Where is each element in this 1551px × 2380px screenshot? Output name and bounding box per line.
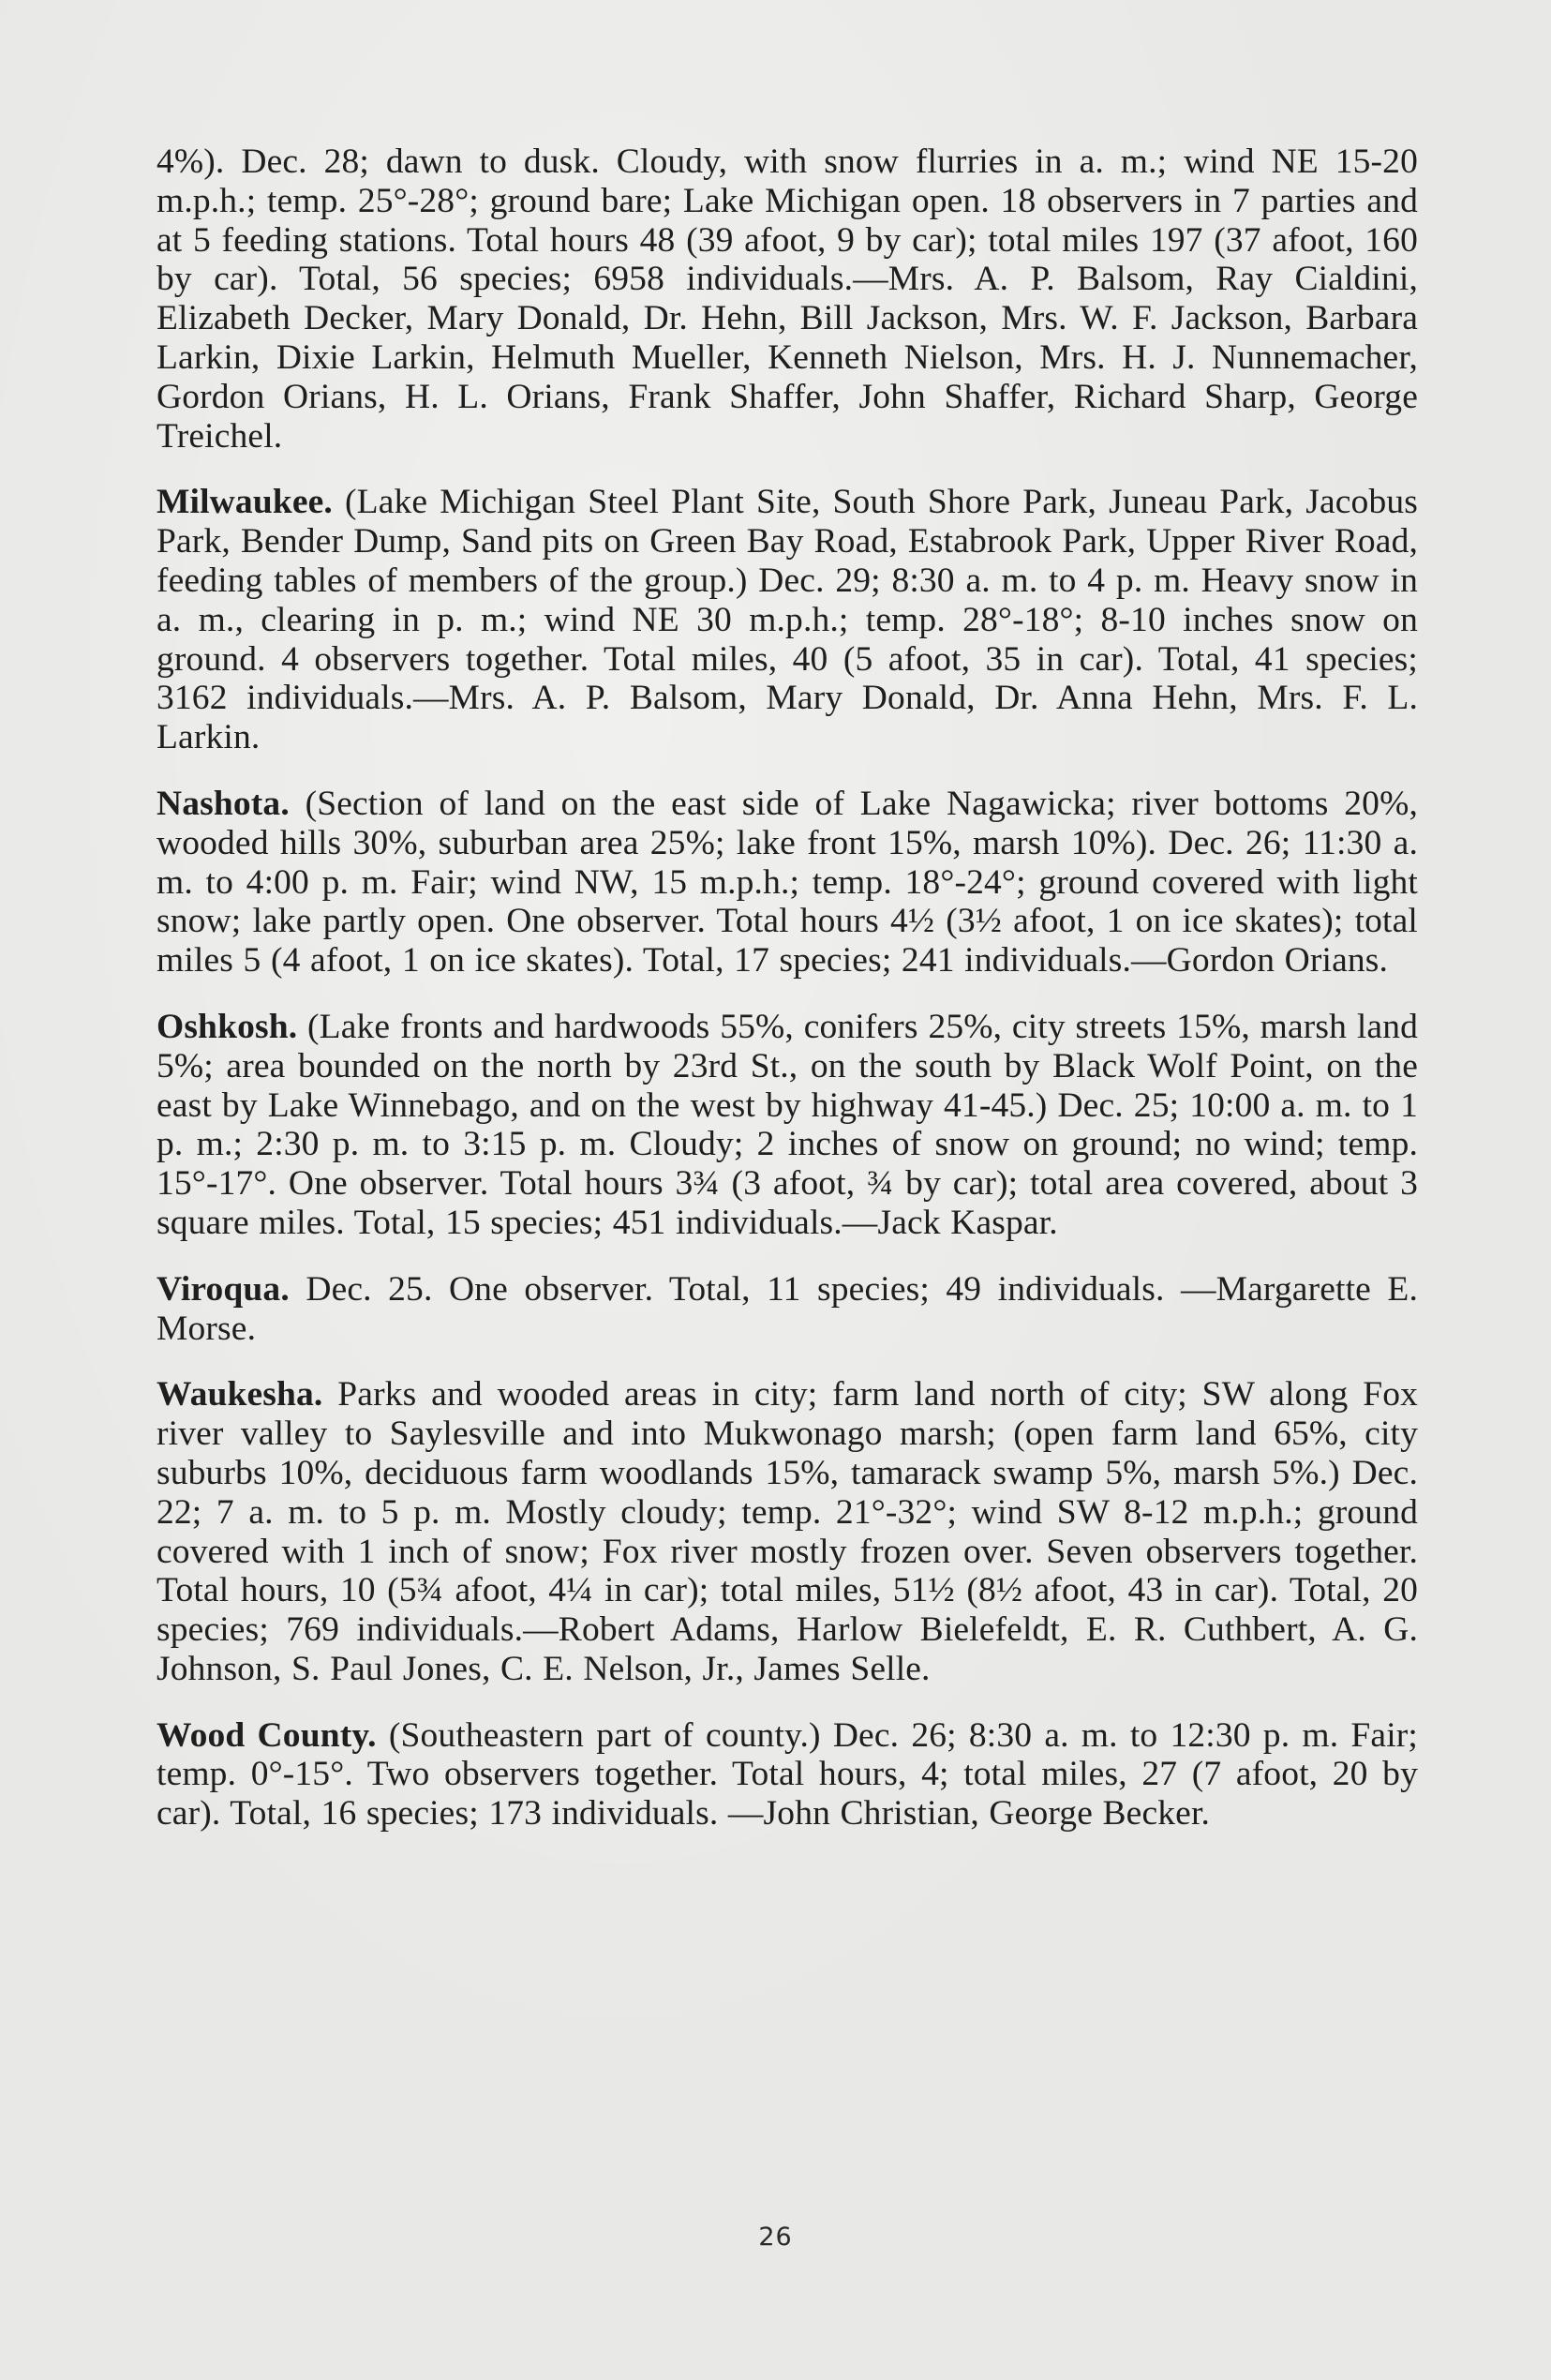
place-name: Milwaukee. xyxy=(157,483,333,522)
place-name: Wood County. xyxy=(157,1715,377,1755)
place-name: Nashota. xyxy=(157,784,290,823)
paragraph-body: Parks and wooded areas in city; farm land north of city; SW along Fox river valley to Saylesville and into Mukwonago marsh; (open farm land 65%, city suburbs 10%, deciduous farm woodlands 15%, tamarack swamp 5%, marsh 5%.) Dec. 22; 7 a. m. to 5 p. m. Mostly cloudy; temp. 21°-32°; wind SW 8-12 m.p.h.; ground covered with 1 inch of snow; Fox river mostly frozen over. Seven observers together. Total hours, 10 (5¾ afoot, 4¼ in car); total miles, 51½ (8½ afoot, 43 in car). Total, 20 species; 769 individuals.—Robert Adams, Harlow Bielefeldt, E. R. Cuthbert, A. G. Johnson, S. Paul Jones, C. E. Nelson, Jr., James Selle. xyxy=(157,1375,1418,1688)
place-name: Viroqua. xyxy=(157,1269,290,1309)
text-column xyxy=(157,142,1418,1861)
paragraph-body: (Lake fronts and hardwoods 55%, conifers 25%, city streets 15%, marsh land 5%; area bounded on the north by 23rd St., on the south by Black Wolf Point, on the east by Lake Winnebago, and on the west by highway 41-45.) Dec. 25; 10:00 a. m. to 1 p. m.; 2:30 p. m. to 3:15 p. m. Cloudy; 2 inches of snow on ground; no wind; temp. 15°-17°. One observer. Total hours 3¾ (3 afoot, ¾ by car); total area covered, about 3 square miles. Total, 15 species; 451 individuals.—Jack Kaspar. xyxy=(157,1007,1418,1242)
paragraph-nashota xyxy=(157,785,1418,980)
place-name: Waukesha. xyxy=(157,1375,323,1415)
paragraph-body: (Lake Michigan Steel Plant Site, South Shore Park, Juneau Park, Jacobus Park, Bender Dump, Sand pits on Green Bay Road, Estabrook Park, Upper River Road, feeding tables of members of the group.) Dec. 29; 8:30 a. m. to 4 p. m. Heavy snow in a. m., clearing in p. m.; wind NE 30 m.p.h.; temp. 28°-18°; 8-10 inches snow on ground. 4 observers together. Total miles, 40 (5 afoot, 35 in car). Total, 41 species; 3162 individuals.—Mrs. A. P. Balsom, Mary Donald, Dr. Anna Hehn, Mrs. F. L. Larkin. xyxy=(157,483,1418,757)
paragraph-waukesha xyxy=(157,1375,1418,1688)
page-number: 26 xyxy=(758,2223,793,2252)
paragraph-viroqua xyxy=(157,1270,1418,1349)
paragraph-continuation xyxy=(157,142,1418,456)
paragraph-body: Dec. 25. One observer. Total, 11 species; 49 individuals. —Margarette E. Morse. xyxy=(157,1269,1418,1348)
paragraph-oshkosh xyxy=(157,1008,1418,1243)
paragraph-wood-county xyxy=(157,1716,1418,1834)
paragraph-body: 4%). Dec. 28; dawn to dusk. Cloudy, with snow flurries in a. m.; wind NE 15-20 m.p.h.; temp. 25°-28°; ground bare; Lake Michigan open. 18 observers in 7 parties and at 5 feeding stations. Total hours 48 (39 afoot, 9 by car); total miles 197 (37 afoot, 160 by car). Total, 56 species; 6958 individuals.—Mrs. A. P. Balsom, Ray Cialdini, Elizabeth Decker, Mary Donald, Dr. Hehn, Bill Jackson, Mrs. W. F. Jackson, Barbara Larkin, Dixie Larkin, Helmuth Mueller, Kenneth Nielson, Mrs. H. J. Nunnemacher, Gordon Orians, H. L. Orians, Frank Shaffer, John Shaffer, Richard Sharp, George Treichel. xyxy=(157,142,1418,456)
place-name: Oshkosh. xyxy=(157,1007,298,1046)
paragraph-milwaukee xyxy=(157,483,1418,757)
paragraph-body: (Section of land on the east side of Lake Nagawicka; river bottoms 20%, wooded hills 30%, suburban area 25%; lake front 15%, marsh 10%). Dec. 26; 11:30 a. m. to 4:00 p. m. Fair; wind NW, 15 m.p.h.; temp. 18°-24°; ground covered with light snow; lake partly open. One observer. Total hours 4½ (3½ afoot, 1 on ice skates); total miles 5 (4 afoot, 1 on ice skates). Total, 17 species; 241 individuals.—Gordon Orians. xyxy=(157,784,1418,980)
paragraph-body: (Southeastern part of county.) Dec. 26; 8:30 a. m. to 12:30 p. m. Fair; temp. 0°-15°. Two observers together. Total hours, 4; total miles, 27 (7 afoot, 20 by car). Total, 16 species; 173 individuals. —John Christian, George Becker. xyxy=(157,1715,1418,1834)
